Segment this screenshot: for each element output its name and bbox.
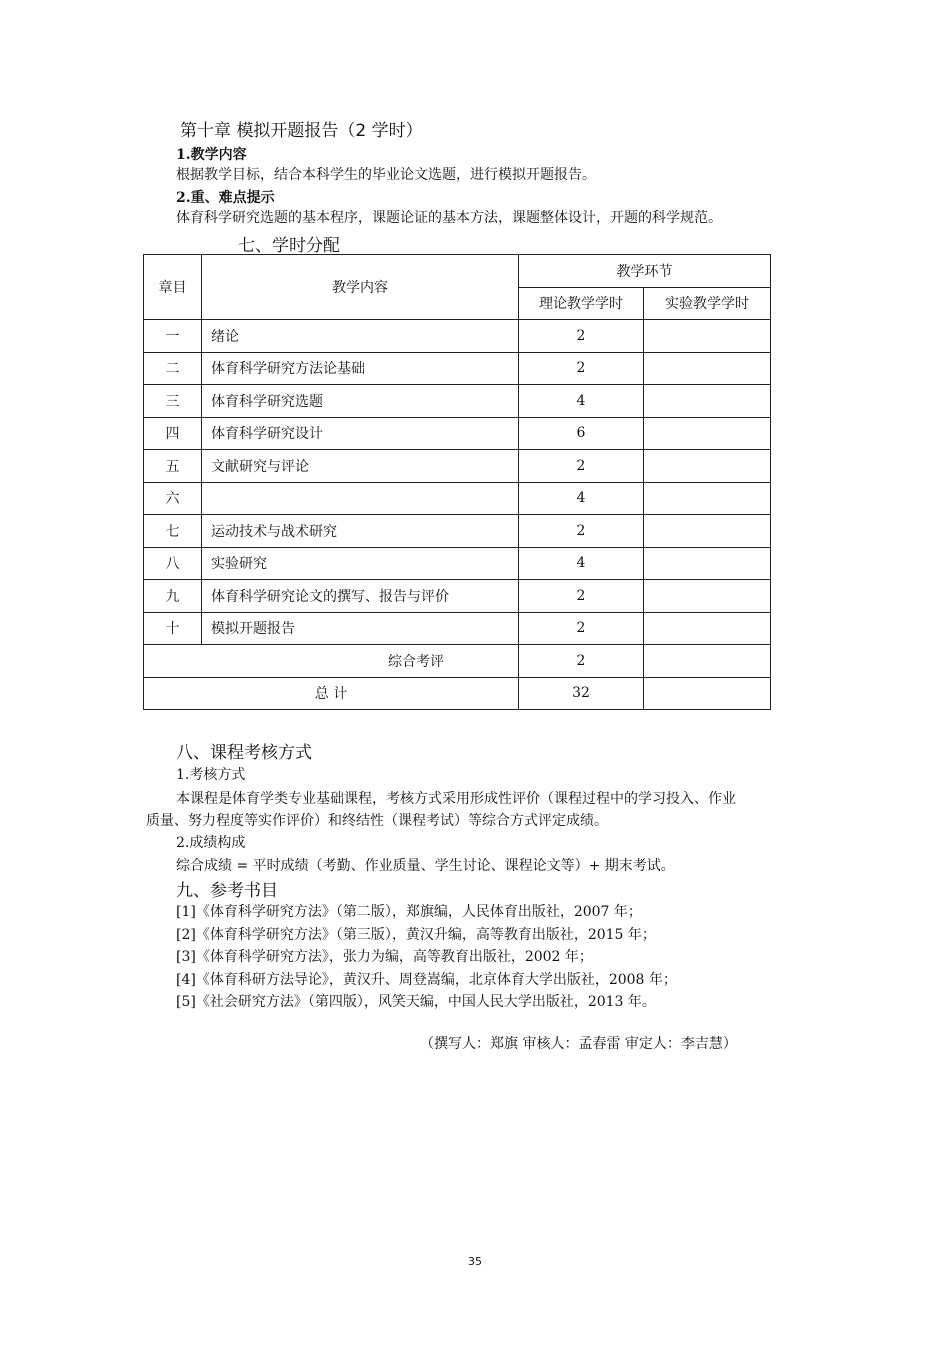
table-row — [144, 450, 771, 483]
row-content — [202, 482, 519, 515]
row-theory: 2 — [519, 612, 644, 645]
row-experiment — [644, 385, 771, 418]
table-row — [144, 352, 771, 385]
reference-item: [4]《体育科研方法导论》，黄汉升、周登嵩编，北京体育大学出版社，2008 年； — [176, 972, 677, 988]
reference-item: [1]《体育科学研究方法》（第二版），郑旗编，人民体育出版社，2007 年； — [176, 904, 642, 920]
row-chapter: 四 — [144, 417, 202, 450]
table-row — [144, 417, 771, 450]
reference-item: [2]《体育科学研究方法》（第三版），黄汉升编，高等教育出版社，2015 年； — [176, 927, 656, 943]
row-chapter: 九 — [144, 580, 202, 613]
row-content: 体育科学研究方法论基础 — [202, 352, 519, 385]
section8-item2-heading: 2.成绩构成 — [176, 835, 246, 851]
header-experiment: 实验教学学时 — [644, 287, 771, 320]
signature-line: （撰写人：郑旗 审核人：孟春雷 审定人：李吉慧） — [420, 1036, 737, 1052]
section8-item1-heading: 1.考核方式 — [176, 767, 246, 783]
reference-item: [3]《体育科学研究方法》，张力为编，高等教育出版社，2002 年； — [176, 949, 593, 965]
row-chapter: 八 — [144, 547, 202, 580]
row-content: 体育科学研究设计 — [202, 417, 519, 450]
chapter10-title: 第十章 模拟开题报告（2 学时） — [180, 121, 423, 141]
row-content: 运动技术与战术研究 — [202, 515, 519, 548]
row-content: 体育科学研究选题 — [202, 385, 519, 418]
header-theory: 理论教学学时 — [519, 287, 644, 320]
table-row-total — [144, 677, 771, 710]
table-row — [144, 515, 771, 548]
row-content: 文献研究与评论 — [202, 450, 519, 483]
section8-item1-line2: 质量、努力程度等实作评价）和终结性（课程考试）等综合方式评定成绩。 — [146, 813, 608, 829]
table-row — [144, 482, 771, 515]
section7-title: 七、学时分配 — [238, 236, 340, 256]
table-row — [144, 580, 771, 613]
row-experiment — [644, 547, 771, 580]
row-theory: 6 — [519, 417, 644, 450]
row-experiment — [644, 417, 771, 450]
review-label: 综合考评 — [144, 645, 519, 678]
row-experiment — [644, 580, 771, 613]
section9-title: 九、参考书目 — [176, 881, 278, 901]
section8-item1-line1: 本课程是体育学类专业基础课程，考核方式采用形成性评价（课程过程中的学习投入、作业 — [176, 791, 736, 807]
row-experiment — [644, 515, 771, 548]
row-chapter: 一 — [144, 320, 202, 353]
row-chapter: 七 — [144, 515, 202, 548]
total-experiment — [644, 677, 771, 710]
row-experiment — [644, 320, 771, 353]
row-theory: 4 — [519, 482, 644, 515]
total-theory: 32 — [519, 677, 644, 710]
row-theory: 2 — [519, 515, 644, 548]
row-theory: 2 — [519, 450, 644, 483]
row-content: 实验研究 — [202, 547, 519, 580]
row-chapter: 五 — [144, 450, 202, 483]
row-chapter: 六 — [144, 482, 202, 515]
row-experiment — [644, 450, 771, 483]
row-content: 体育科学研究论文的撰写、报告与评价 — [202, 580, 519, 613]
row-chapter: 十 — [144, 612, 202, 645]
row-theory: 4 — [519, 547, 644, 580]
hours-table — [143, 254, 771, 710]
chapter10-content-text: 根据教学目标，结合本科学生的毕业论文选题，进行模拟开题报告。 — [176, 167, 596, 183]
chapter10-key-heading: 2.重、难点提示 — [176, 190, 275, 206]
table-row — [144, 612, 771, 645]
reference-item: [5]《社会研究方法》（第四版），风笑天编，中国人民大学出版社，2013 年。 — [176, 994, 656, 1010]
chapter10-key-text: 体育科学研究选题的基本程序，课题论证的基本方法，课题整体设计，开题的科学规范。 — [176, 210, 722, 226]
header-chapter: 章目 — [144, 255, 202, 320]
header-stage: 教学环节 — [519, 255, 771, 288]
table-row — [144, 547, 771, 580]
review-theory: 2 — [519, 645, 644, 678]
total-label: 总 计 — [144, 677, 519, 710]
row-content: 绪论 — [202, 320, 519, 353]
row-theory: 2 — [519, 352, 644, 385]
row-chapter: 三 — [144, 385, 202, 418]
row-experiment — [644, 612, 771, 645]
table-row — [144, 320, 771, 353]
section8-title: 八、课程考核方式 — [176, 743, 312, 763]
page-number: 35 — [468, 1255, 482, 1268]
row-theory: 4 — [519, 385, 644, 418]
row-experiment — [644, 482, 771, 515]
row-experiment — [644, 352, 771, 385]
section8-item2-text: 综合成绩 = 平时成绩（考勤、作业质量、学生讨论、课程论文等）+ 期末考试。 — [176, 858, 675, 874]
table-row-review — [144, 645, 771, 678]
chapter10-content-heading: 1.教学内容 — [176, 147, 247, 163]
table-row — [144, 385, 771, 418]
row-theory: 2 — [519, 580, 644, 613]
row-chapter: 二 — [144, 352, 202, 385]
header-content: 教学内容 — [202, 255, 519, 320]
review-experiment — [644, 645, 771, 678]
row-theory: 2 — [519, 320, 644, 353]
row-content: 模拟开题报告 — [202, 612, 519, 645]
